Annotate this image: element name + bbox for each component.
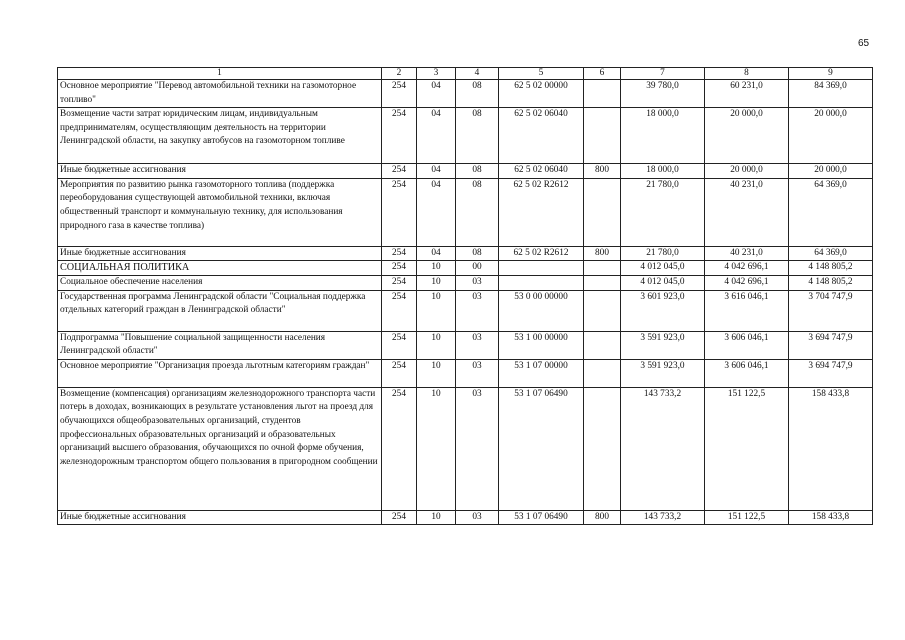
row-col-6 (584, 331, 621, 359)
row-col-7: 3 591 923,0 (621, 359, 705, 387)
row-col-4: 08 (456, 178, 499, 246)
row-col-3: 04 (417, 164, 456, 179)
row-col-5 (499, 261, 584, 276)
row-col-4: 03 (456, 510, 499, 525)
row-col-2: 254 (382, 261, 417, 276)
row-col-5: 53 1 07 00000 (499, 359, 584, 387)
header-cell: 7 (621, 68, 705, 80)
row-col-7: 21 780,0 (621, 178, 705, 246)
row-col-6 (584, 290, 621, 331)
row-name: СОЦИАЛЬНАЯ ПОЛИТИКА (58, 261, 382, 276)
row-col-3: 10 (417, 510, 456, 525)
row-col-5 (499, 275, 584, 290)
row-col-4: 03 (456, 359, 499, 387)
row-col-6 (584, 387, 621, 510)
row-col-2: 254 (382, 246, 417, 261)
row-col-8: 3 606 046,1 (705, 359, 789, 387)
row-col-4: 08 (456, 164, 499, 179)
page-number: 65 (858, 38, 870, 49)
row-col-2: 254 (382, 275, 417, 290)
row-col-9: 64 369,0 (789, 178, 873, 246)
table-row (58, 275, 873, 290)
row-name: Социальное обеспечение населения (58, 275, 382, 290)
row-col-8: 151 122,5 (705, 510, 789, 525)
row-col-4: 03 (456, 275, 499, 290)
row-col-2: 254 (382, 387, 417, 510)
row-col-9: 3 694 747,9 (789, 331, 873, 359)
row-col-2: 254 (382, 290, 417, 331)
table-row (58, 359, 873, 387)
row-col-5: 53 1 07 06490 (499, 510, 584, 525)
row-col-3: 10 (417, 261, 456, 276)
table-row (58, 178, 873, 246)
row-col-2: 254 (382, 80, 417, 108)
table-row (58, 261, 873, 276)
row-col-5: 62 5 02 R2612 (499, 178, 584, 246)
row-col-4: 03 (456, 387, 499, 510)
header-cell: 1 (58, 68, 382, 80)
row-name: Мероприятия по развитию рынка газомоторного топлива (поддержка переоборудования существующей автомобильной техники, включая общественный транспорт и коммунальную технику, для использования природного газа в качестве топлива) (58, 178, 382, 246)
row-col-4: 03 (456, 290, 499, 331)
header-cell: 6 (584, 68, 621, 80)
row-col-6: 800 (584, 510, 621, 525)
row-col-9: 158 433,8 (789, 387, 873, 510)
row-col-5: 62 5 02 06040 (499, 164, 584, 179)
row-col-3: 10 (417, 387, 456, 510)
row-col-2: 254 (382, 178, 417, 246)
table-row (58, 331, 873, 359)
row-col-6 (584, 275, 621, 290)
row-col-2: 254 (382, 108, 417, 164)
table-row (58, 290, 873, 331)
row-col-9: 64 369,0 (789, 246, 873, 261)
row-col-9: 4 148 805,2 (789, 261, 873, 276)
row-col-4: 08 (456, 246, 499, 261)
row-col-7: 39 780,0 (621, 80, 705, 108)
header-cell: 2 (382, 68, 417, 80)
row-col-3: 10 (417, 331, 456, 359)
row-col-4: 08 (456, 108, 499, 164)
table-body (58, 68, 873, 525)
budget-table (57, 67, 873, 525)
row-col-2: 254 (382, 164, 417, 179)
row-col-9: 3 694 747,9 (789, 359, 873, 387)
row-col-6 (584, 359, 621, 387)
header-cell: 4 (456, 68, 499, 80)
row-col-5: 62 5 02 06040 (499, 108, 584, 164)
row-name: Иные бюджетные ассигнования (58, 510, 382, 525)
table-row (58, 108, 873, 164)
table-row (58, 387, 873, 510)
row-col-4: 00 (456, 261, 499, 276)
header-cell: 3 (417, 68, 456, 80)
row-col-6: 800 (584, 164, 621, 179)
row-col-3: 10 (417, 290, 456, 331)
row-col-8: 60 231,0 (705, 80, 789, 108)
row-col-8: 3 606 046,1 (705, 331, 789, 359)
table-header-row (58, 68, 873, 80)
row-name: Возмещение части затрат юридическим лицам, индивидуальным предпринимателям, осуществляющим деятельность на территории Ленинградской области, на закупку автобусов на газомоторном топливе (58, 108, 382, 164)
row-col-8: 20 000,0 (705, 108, 789, 164)
row-col-8: 4 042 696,1 (705, 261, 789, 276)
row-col-6 (584, 108, 621, 164)
row-col-4: 03 (456, 331, 499, 359)
row-col-2: 254 (382, 359, 417, 387)
row-col-2: 254 (382, 331, 417, 359)
row-col-5: 62 5 02 R2612 (499, 246, 584, 261)
row-col-7: 4 012 045,0 (621, 261, 705, 276)
header-cell: 5 (499, 68, 584, 80)
row-name: Иные бюджетные ассигнования (58, 164, 382, 179)
row-col-8: 3 616 046,1 (705, 290, 789, 331)
table-row (58, 510, 873, 525)
header-cell: 9 (789, 68, 873, 80)
row-col-9: 20 000,0 (789, 108, 873, 164)
row-col-9: 158 433,8 (789, 510, 873, 525)
row-col-5: 62 5 02 00000 (499, 80, 584, 108)
row-col-5: 53 1 00 00000 (499, 331, 584, 359)
row-col-6 (584, 178, 621, 246)
row-col-9: 3 704 747,9 (789, 290, 873, 331)
row-col-3: 10 (417, 359, 456, 387)
row-col-7: 3 601 923,0 (621, 290, 705, 331)
row-col-3: 04 (417, 80, 456, 108)
row-name: Возмещение (компенсация) организациям железнодорожного транспорта части потерь в доходах, возникающих в результате установления льгот на проезд для обучающихся общеобразовательных организаций, студентов профессиональных образовательных организаций и образовательных организаций высшего образования, обучающихся по очной форме обучения, железнодорожным транспортом общего пользования в пригородном сообщении (58, 387, 382, 510)
row-col-8: 20 000,0 (705, 164, 789, 179)
row-name: Иные бюджетные ассигнования (58, 246, 382, 261)
row-col-8: 151 122,5 (705, 387, 789, 510)
row-col-6 (584, 80, 621, 108)
row-col-2: 254 (382, 510, 417, 525)
row-col-4: 08 (456, 80, 499, 108)
row-name: Подпрограмма "Повышение социальной защищенности населения Ленинградской области" (58, 331, 382, 359)
row-col-7: 4 012 045,0 (621, 275, 705, 290)
row-col-9: 4 148 805,2 (789, 275, 873, 290)
row-col-3: 04 (417, 246, 456, 261)
row-col-9: 20 000,0 (789, 164, 873, 179)
header-cell: 8 (705, 68, 789, 80)
row-col-7: 143 733,2 (621, 387, 705, 510)
row-col-8: 40 231,0 (705, 246, 789, 261)
row-name: Государственная программа Ленинградской области "Социальная поддержка отдельных категорий граждан в Ленинградской области" (58, 290, 382, 331)
row-col-5: 53 0 00 00000 (499, 290, 584, 331)
row-col-8: 4 042 696,1 (705, 275, 789, 290)
row-col-6: 800 (584, 246, 621, 261)
row-col-3: 04 (417, 108, 456, 164)
row-col-9: 84 369,0 (789, 80, 873, 108)
table-row (58, 164, 873, 179)
row-col-7: 18 000,0 (621, 108, 705, 164)
table-row (58, 80, 873, 108)
row-col-5: 53 1 07 06490 (499, 387, 584, 510)
row-col-7: 143 733,2 (621, 510, 705, 525)
row-name: Основное мероприятие "Перевод автомобильной техники на газомоторное топливо" (58, 80, 382, 108)
row-name: Основное мероприятие "Организация проезда льготным категориям граждан" (58, 359, 382, 387)
row-col-3: 04 (417, 178, 456, 246)
row-col-3: 10 (417, 275, 456, 290)
table-row (58, 246, 873, 261)
row-col-8: 40 231,0 (705, 178, 789, 246)
row-col-7: 18 000,0 (621, 164, 705, 179)
row-col-7: 3 591 923,0 (621, 331, 705, 359)
row-col-6 (584, 261, 621, 276)
row-col-7: 21 780,0 (621, 246, 705, 261)
